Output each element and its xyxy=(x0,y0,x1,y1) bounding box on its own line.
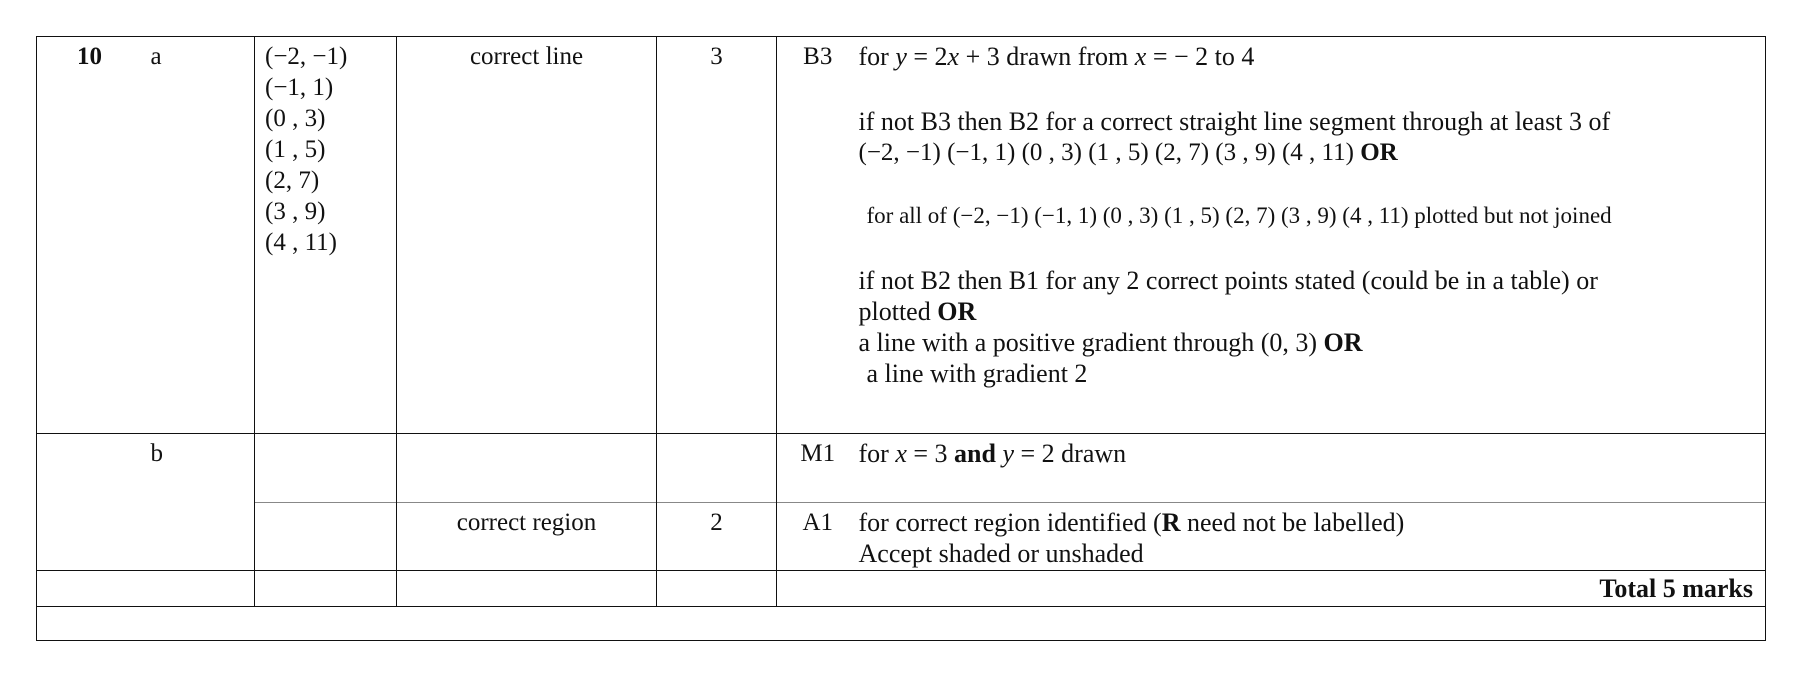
guidance-line-2: if not B3 then B2 for a correct straight line segment through at least 3 of xyxy=(858,107,1611,136)
point: (−2, −1) xyxy=(265,43,348,70)
total-marks: Total 5 marks xyxy=(859,571,1766,607)
guidance-line-8: a line with gradient 2 xyxy=(866,359,1088,388)
part-a-answer: correct line xyxy=(397,37,657,434)
part-b-m-code: M1 xyxy=(777,434,859,503)
empty-cell xyxy=(139,503,255,571)
point: (4 , 11) xyxy=(265,229,337,256)
row-part-a xyxy=(37,37,1766,434)
guidance-line-4: for all of (−2, −1) (−1, 1) (0 , 3) (1 , 5) (2, 7) (3 , 9) (4 , 11) plotted but not joined xyxy=(866,203,1612,228)
part-a-code: B3 xyxy=(777,37,859,434)
part-b-m-guidance: for x = 3 and y = 2 drawn xyxy=(859,434,1766,503)
part-b-a-guidance xyxy=(859,503,1766,571)
empty-cell xyxy=(255,571,397,607)
row-empty xyxy=(37,607,1766,641)
guidance-line-5: if not B2 then B1 for any 2 correct points stated (could be in a table) or xyxy=(858,266,1598,295)
part-a-label: a xyxy=(139,37,255,434)
empty-cell xyxy=(657,434,777,503)
point: (3 , 9) xyxy=(265,198,326,225)
row-part-b-a1 xyxy=(37,503,1766,571)
empty-cell xyxy=(37,607,1766,641)
empty-cell xyxy=(255,503,397,571)
empty-cell xyxy=(139,571,255,607)
empty-cell xyxy=(397,571,657,607)
part-b-label: b xyxy=(139,434,255,503)
empty-cell xyxy=(397,434,657,503)
answer-points xyxy=(255,37,397,434)
part-b-answer: correct region xyxy=(397,503,657,571)
empty-cell xyxy=(37,503,139,571)
point: (0 , 3) xyxy=(265,105,326,132)
empty-cell xyxy=(255,434,397,503)
question-number: 10 xyxy=(37,37,139,434)
empty-cell xyxy=(37,571,139,607)
point: (−1, 1) xyxy=(265,74,334,101)
point: (2, 7) xyxy=(265,167,320,194)
empty-cell xyxy=(777,571,859,607)
row-part-b-m1 xyxy=(37,434,1766,503)
guidance-line-1: for y = 2x + 3 drawn from x = − 2 to 4 xyxy=(858,42,1255,71)
empty-cell xyxy=(657,571,777,607)
a-guidance-line-1: for correct region identified (R need not be labelled) xyxy=(858,508,1405,537)
empty-cell xyxy=(37,434,139,503)
a-guidance-line-2: Accept shaded or unshaded xyxy=(858,539,1144,568)
mark-scheme-table xyxy=(36,36,1766,641)
point: (1 , 5) xyxy=(265,136,326,163)
guidance-line-7: a line with a positive gradient through (0, 3) OR xyxy=(858,328,1363,357)
guidance-line-3: (−2, −1) (−1, 1) (0 , 3) (1 , 5) (2, 7) (3 , 9) (4 , 11) OR xyxy=(858,139,1398,166)
part-a-guidance xyxy=(859,37,1766,434)
guidance-line-6: plotted OR xyxy=(858,297,977,326)
part-b-a-code: A1 xyxy=(777,503,859,571)
row-total xyxy=(37,571,1766,607)
part-b-mark: 2 xyxy=(657,503,777,571)
part-a-mark: 3 xyxy=(657,37,777,434)
